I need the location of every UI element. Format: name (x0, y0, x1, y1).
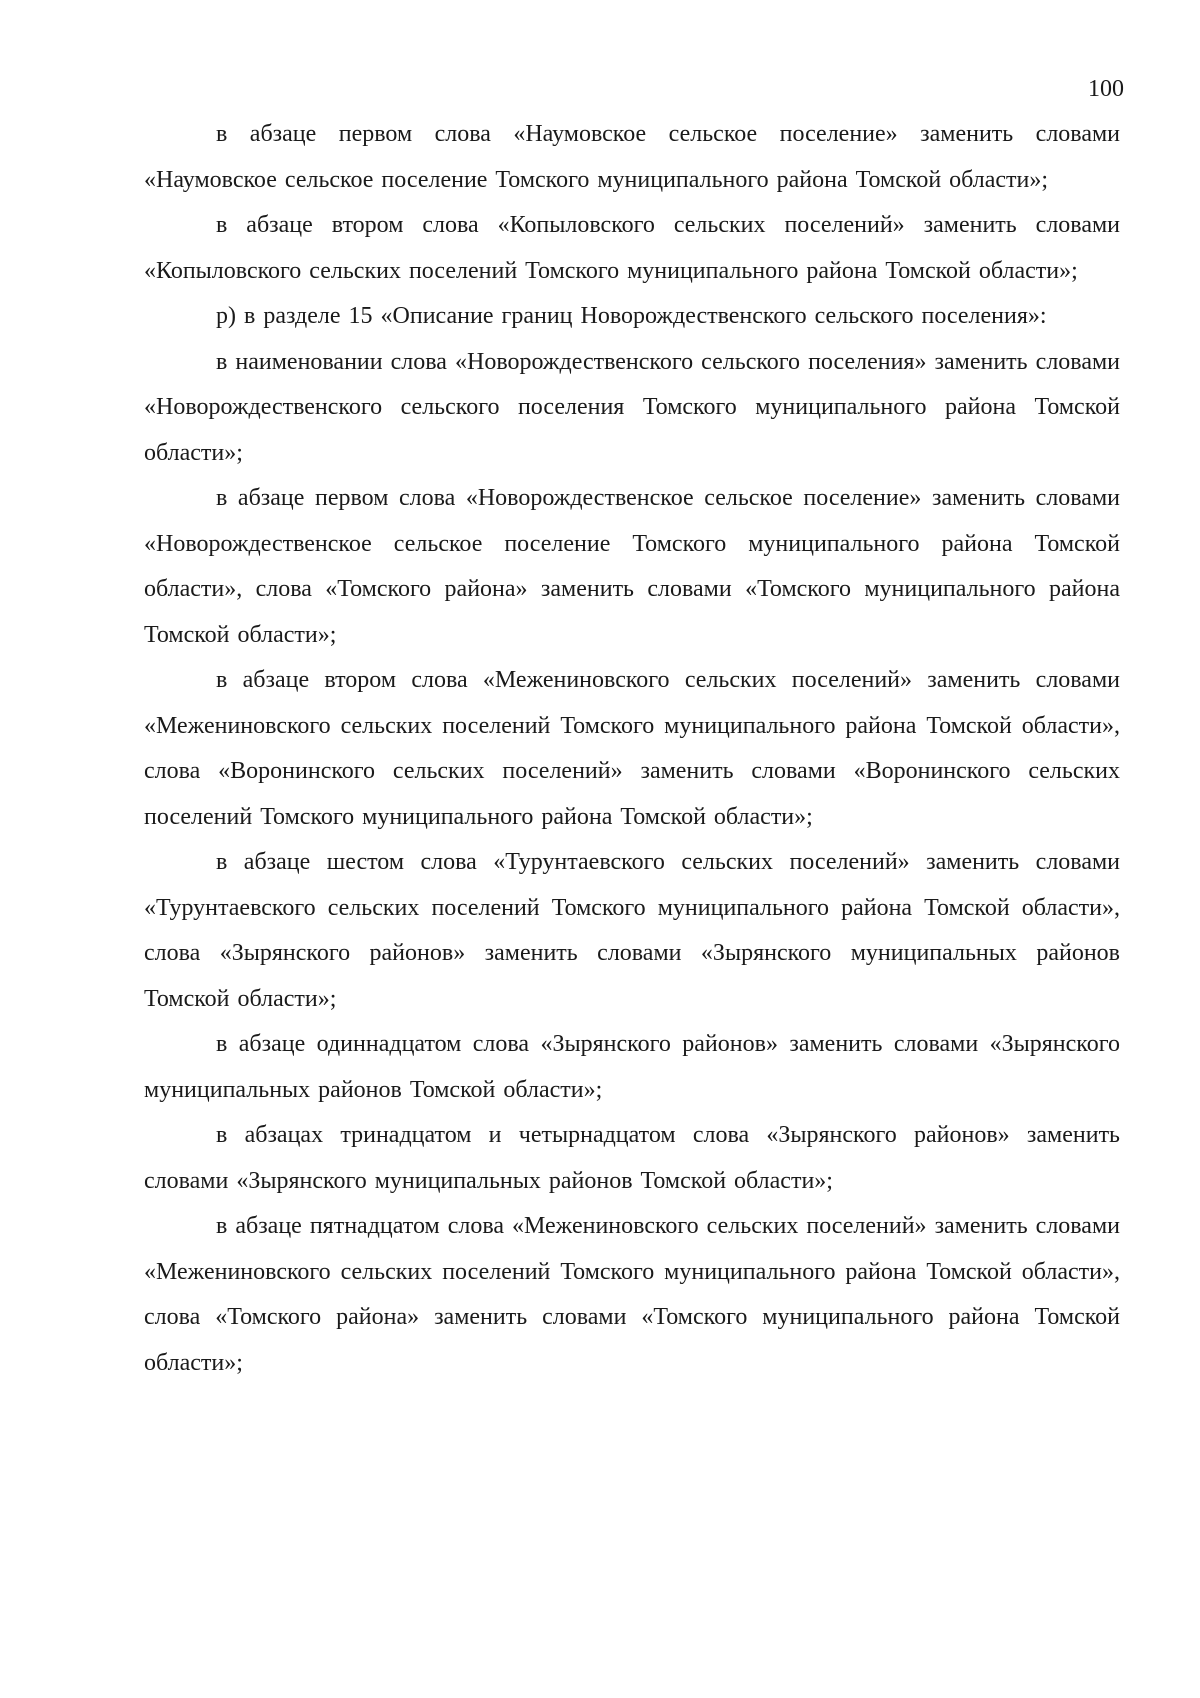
paragraph: в абзаце пятнадцатом слова «Межениновского сельских поселений» заменить словами «Межениновского сельских поселений Томского муниципального района Томской области», слова «Томского района» заменить словами «Томского муниципального района Томской области»; (144, 1213, 1120, 1376)
paragraph: в абзаце первом слова «Новорождественское сельское поселение» заменить словами «Новорождественское сельское поселение Томского муниципального района Томской области», слова «Томского района» заменить словами «Томского муниципального района Томской области»; (144, 485, 1120, 648)
paragraph: р) в разделе 15 «Описание границ Новорождественского сельского поселения»: (216, 303, 1047, 329)
page-number: 100 (1088, 76, 1124, 102)
document-body (144, 112, 1120, 1386)
paragraph: в абзацах тринадцатом и четырнадцатом слова «Зырянского районов» заменить словами «Зырянского муниципальных районов Томской области»; (144, 1122, 1120, 1194)
paragraph: в абзаце втором слова «Копыловского сельских поселений» заменить словами «Копыловского сельских поселений Томского муниципального района Томской области»; (144, 212, 1120, 284)
paragraph: в абзаце одиннадцатом слова «Зырянского районов» заменить словами «Зырянского муниципальных районов Томской области»; (144, 1031, 1120, 1103)
paragraph: в абзаце шестом слова «Турунтаевского сельских поселений» заменить словами «Турунтаевского сельских поселений Томского муниципального района Томской области», слова «Зырянского районов» заменить словами «Зырянского муниципальных районов Томской области»; (144, 849, 1120, 1012)
paragraph: в наименовании слова «Новорождественского сельского поселения» заменить словами «Новорождественского сельского поселения Томского муниципального района Томской области»; (144, 348, 1120, 466)
paragraph: в абзаце первом слова «Наумовское сельское поселение» заменить словами «Наумовское сельское поселение Томского муниципального района Томской области»; (144, 121, 1120, 193)
paragraph: в абзаце втором слова «Межениновского сельских поселений» заменить словами «Межениновского сельских поселений Томского муниципального района Томской области», слова «Воронинского сельских поселений» заменить словами «Воронинского сельских поселений Томского муниципального района Томской области»; (144, 667, 1120, 830)
